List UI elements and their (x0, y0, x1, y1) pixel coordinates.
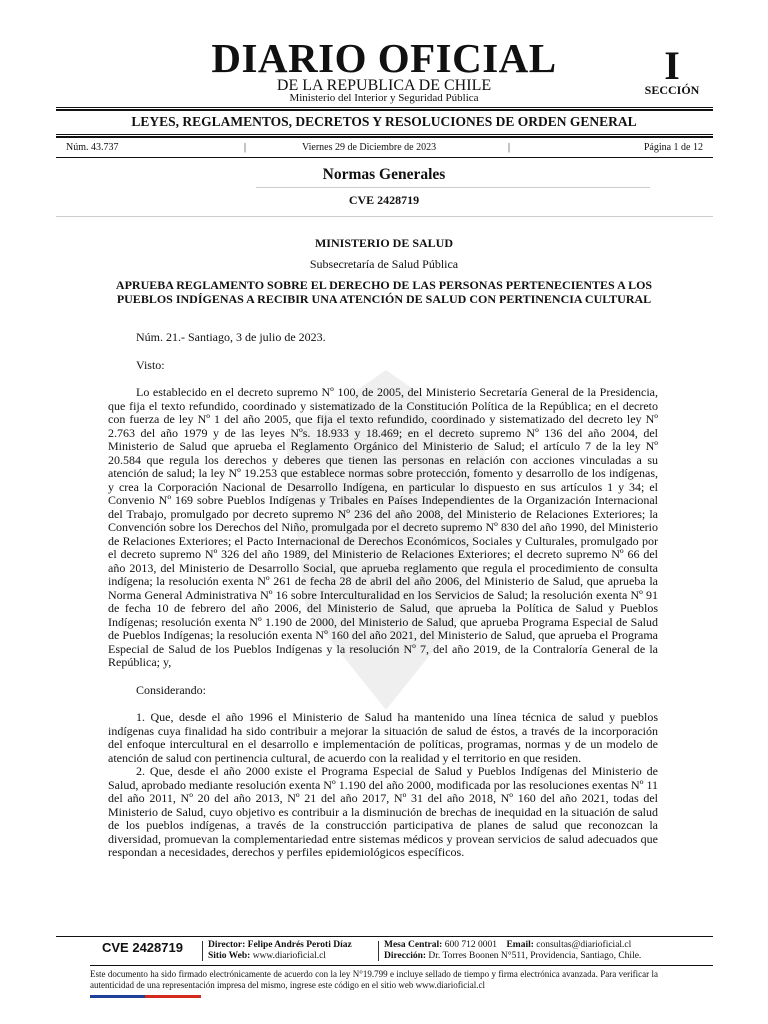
flag-stripe-blue (90, 995, 145, 998)
footer-separator (202, 941, 203, 961)
considerando-paragraph-1: 1. Que, desde el año 1996 el Ministerio de Salud ha mantenido una línea técnica de salud y pueblos indígenas cuya finalidad ha sido contribuir a mejorar la situación de salud de éstos, a través de la incorporación del enfoque intercultural en el desarrollo e implementación de políticas, programas, normas y de un modelo de atención de salud con pertinencia cultural, de acuerdo con la realidad y el territorio en que residen. (108, 710, 658, 765)
meta-separator: | (508, 142, 511, 153)
header-rule-thick (56, 109, 713, 111)
issue-date: Viernes 29 de Diciembre de 2023 (302, 142, 437, 153)
decree-title: APRUEBA REGLAMENTO SOBRE EL DERECHO DE LAS PERSONAS PERTENECIENTES A LOS PUEBLOS INDÍGENAS A RECIBIR UNA ATENCIÓN DE SALUD CON PERTINENCIA CULTURAL (115, 278, 653, 306)
address-value: Dr. Torres Boonen N°511, Providencia, Santiago, Chile. (428, 951, 642, 961)
banner-rule (56, 134, 713, 135)
mesa-central-phone: 600 712 0001 (444, 940, 497, 950)
footer-website (208, 951, 326, 962)
newspaper-title: DIARIO OFICIAL (211, 35, 557, 81)
meta-rule (56, 157, 713, 158)
cve-divider (56, 216, 713, 217)
meta-separator: | (244, 142, 247, 153)
footer-contact (384, 940, 631, 951)
footer-address (384, 951, 641, 962)
director-label: Director: (208, 940, 246, 950)
considerando-label: Considerando: (136, 682, 206, 697)
email-link[interactable]: consultas@diarioficial.cl (536, 940, 632, 950)
director-name: Felipe Andrés Peroti Díaz (247, 940, 352, 950)
page-indicator: Página 1 de 12 (643, 142, 703, 153)
flag-stripe-red (145, 995, 201, 998)
considerando-paragraph-2: 2. Que, desde el año 2000 existe el Programa Especial de Salud y Pueblos Indígenas del Ministerio de Salud, aprobado mediante resolución exenta Nº 1.190 del año 2000, modificada por las resoluciones exentas Nº 11 del año 2011, Nº 20 del año 2013, Nº 21 del año 2017, Nº 31 del año 2018, Nº 160 del año 2021, todas del Ministerio de Salud, cuyo objetivo es contribuir a la disminución de brechas de inequidad en la situación de salud de los pueblos indígenas, a través de la construcción participativa de planes de salud que reconozcan la diversidad, promuevan la complementariedad entre sistemas médicos y provean servicios de salud adecuados que respondan a necesidades, derechos y perfiles epidemiológicos específicos. (108, 764, 658, 859)
address-label: Dirección: (384, 951, 427, 961)
issuing-subsecretaria: Subsecretaría de Salud Pública (309, 257, 459, 271)
norms-divider (256, 187, 650, 188)
issue-meta-row (66, 142, 703, 154)
footer-rule (56, 936, 713, 937)
footer-director (208, 940, 352, 951)
visto-label: Visto: (136, 357, 165, 372)
issuing-ministry: MINISTERIO DE SALUD (314, 236, 454, 250)
signature-disclaimer: Este documento ha sido firmado electrónicamente de acuerdo con la ley N°19.799 e incluye sellado de tiempo y firma electrónica avanzada. Para verificar la autenticidad de una representación impresa del mismo, ingrese este código en el sitio web www.diarioficial.cl (90, 969, 658, 990)
decree-body (108, 331, 658, 860)
section-label: SECCIÓN (644, 83, 700, 97)
mesa-central-label: Mesa Central: (384, 940, 443, 950)
website-link[interactable]: www.diarioficial.cl (252, 951, 326, 961)
section-number: I (664, 43, 680, 88)
newspaper-ministry: Ministerio del Interior y Seguridad Pública (289, 92, 479, 104)
issue-number: Núm. 43.737 (66, 142, 119, 153)
newspaper-subtitle: DE LA REPUBLICA DE CHILE (276, 77, 492, 94)
visto-paragraph: Lo establecido en el decreto supremo Nº 100, de 2005, del Ministerio Secretaría General de la Presidencia, que fija el texto refundido, coordinado y sistematizado de la Constitución Política de la República; en el decreto con fuerza de ley Nº 1 del año 2005, que fija el texto refundido, coordinado y sistematizado del decreto ley Nº 2.763 del año 1979 y de las leyes Nºs. 18.933 y 18.469; en el decreto supremo Nº 136 del año 2004, del Ministerio de Salud que aprueba el Reglamento Orgánico del Ministerio de Salud; el artículo 7 de la ley Nº 20.584 que regula los derechos y deberes que tienen las personas en relación con acciones vinculadas a su atención de salud; la ley Nº 19.253 que establece normas sobre protección, fomento y desarrollo de los indígenas, y crea la Corporación Nacional de Desarrollo Indígena, en particular lo dispuesto en sus artículos 1 y 34; el Convenio Nº 169 sobre Pueblos Indígenas y Tribales en Países Independientes de la Organización Internacional del Trabajo, promulgado por decreto supremo Nº 236 del año 2008, del Ministerio de Relaciones Exteriores; la Convención sobre los Derechos del Niño, promulgada por el decreto supremo Nº 830 del año 1990, del Ministerio de Relaciones Exteriores; el Pacto Internacional de Derechos Económicos, Sociales y Culturales, promulgado por el decreto supremo Nº 326 del año 1989, del Ministerio de Relaciones Exteriores; el decreto supremo Nº 66 del año 2013, del Ministerio de Desarrollo Social, que aprueba reglamento que regula el procedimiento de consulta indígena; la resolución exenta Nº 261 de fecha 28 de abril del año 2006, del Ministerio de Salud, que aprueba la Norma General Administrativa Nº 16 sobre Interculturalidad en los Servicios de Salud; la resolución exenta Nº 91 de fecha 10 de febrero del año 2006, del Ministerio de Salud, que aprueba la Política de Salud y Pueblos Indígenas; resolución exenta Nº 1.190 de 2000, del Ministerio de Salud, que aprueba Programa Especial de Salud de Pueblos Indígenas; la resolución exenta Nº 160 del año 2021, del Ministerio de Salud, que aprueba el Programa Especial de Salud de los Pueblos Indígenas y la resolución Nº 7, del año 2019, de la Contraloría General de la República; y, (108, 385, 658, 669)
cve-code: CVE 2428719 (348, 193, 420, 207)
footer-cve-code: CVE 2428719 (102, 940, 183, 955)
header-rule (56, 107, 713, 108)
norms-heading: Normas Generales (322, 166, 446, 183)
website-label: Sitio Web: (208, 951, 251, 961)
banner-rule-thick (56, 136, 713, 138)
footer-separator (378, 941, 379, 961)
section-banner: LEYES, REGLAMENTOS, DECRETOS Y RESOLUCIONES DE ORDEN GENERAL (131, 114, 637, 129)
footer-rule-bottom (90, 965, 713, 966)
decree-number-line: Núm. 21.- Santiago, 3 de julio de 2023. (136, 330, 326, 344)
email-label: Email: (506, 940, 534, 950)
